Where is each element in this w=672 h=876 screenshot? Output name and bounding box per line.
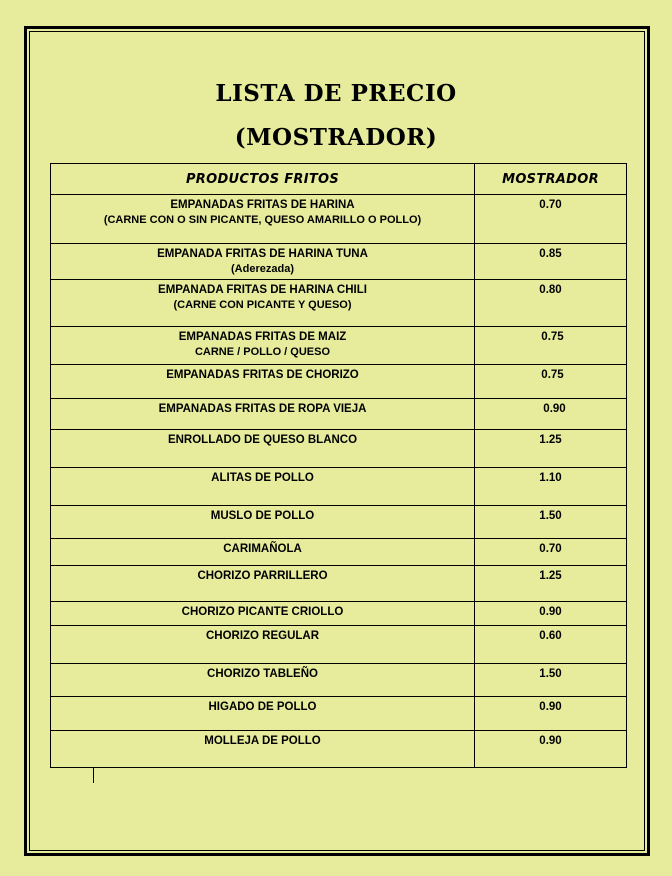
price-cell: 0.75 <box>475 327 627 365</box>
product-cell <box>51 430 475 468</box>
table-header-row <box>51 164 627 195</box>
product-name: EMPANADA FRITAS DE HARINA TUNA <box>157 248 368 260</box>
table-row <box>51 399 627 430</box>
product-name: EMPANADAS FRITAS DE MAIZ <box>178 331 347 343</box>
price-cell: 0.90 <box>475 399 627 430</box>
price-cell: 0.90 <box>475 731 627 768</box>
product-name: MUSLO DE POLLO <box>210 510 315 522</box>
price-table <box>50 163 627 768</box>
product-name: EMPANADAS FRITAS DE CHORIZO <box>166 369 359 381</box>
price-cell: 0.75 <box>475 365 627 399</box>
product-name: ALITAS DE POLLO <box>211 472 314 484</box>
table-row <box>51 365 627 399</box>
table-row <box>51 626 627 664</box>
product-name: CHORIZO REGULAR <box>205 630 320 642</box>
header-price: MOSTRADOR <box>475 164 627 195</box>
table-row <box>51 430 627 468</box>
product-cell <box>51 506 475 539</box>
product-description: (CARNE CON PICANTE Y QUESO) <box>173 299 352 311</box>
price-cell: 0.85 <box>475 244 627 280</box>
price-cell: 0.70 <box>475 195 627 244</box>
table-row <box>51 468 627 506</box>
table-row <box>51 566 627 602</box>
product-name: CHORIZO PARRILLERO <box>197 570 328 582</box>
table-row <box>51 280 627 327</box>
table-row <box>51 195 627 244</box>
product-cell <box>51 399 475 430</box>
product-name: ENROLLADO DE QUESO BLANCO <box>167 434 358 446</box>
product-cell <box>51 195 475 244</box>
price-cell: 0.60 <box>475 626 627 664</box>
table-row <box>51 244 627 280</box>
product-cell <box>51 539 475 566</box>
price-cell: 1.50 <box>475 664 627 697</box>
product-cell <box>51 566 475 602</box>
document-subtitle: (MOSTRADOR) <box>234 124 438 151</box>
price-cell: 1.10 <box>475 468 627 506</box>
price-cell: 0.70 <box>475 539 627 566</box>
product-name: EMPANADA FRITAS DE HARINA CHILI <box>158 284 367 296</box>
table-row <box>51 327 627 365</box>
document-title: LISTA DE PRECIO <box>215 80 457 107</box>
price-cell: 0.80 <box>475 280 627 327</box>
product-name: EMPANADAS FRITAS DE ROPA VIEJA <box>158 403 367 415</box>
table-row <box>51 664 627 697</box>
product-cell <box>51 602 475 626</box>
product-cell <box>51 626 475 664</box>
price-cell: 0.90 <box>475 602 627 626</box>
product-description: CARNE / POLLO / QUESO <box>194 346 331 358</box>
product-description: (Aderezada) <box>231 263 294 275</box>
text-cursor <box>93 768 94 783</box>
product-description: (CARNE CON O SIN PICANTE, QUESO AMARILLO O POLLO) <box>103 214 422 226</box>
price-cell: 1.25 <box>475 430 627 468</box>
product-name: MOLLEJA DE POLLO <box>204 735 321 747</box>
product-name: CHORIZO PICANTE CRIOLLO <box>181 606 344 618</box>
price-cell: 0.90 <box>475 697 627 731</box>
product-cell <box>51 731 475 768</box>
table-row <box>51 731 627 768</box>
product-name: CARIMAÑOLA <box>223 543 302 555</box>
product-name: CHORIZO TABLEÑO <box>207 668 318 680</box>
price-cell: 1.25 <box>475 566 627 602</box>
product-name: EMPANADAS FRITAS DE HARINA <box>170 199 355 211</box>
product-cell <box>51 244 475 280</box>
product-cell <box>51 327 475 365</box>
price-cell: 1.50 <box>475 506 627 539</box>
table-row <box>51 602 627 626</box>
product-cell <box>51 468 475 506</box>
product-cell <box>51 365 475 399</box>
product-name: HIGADO DE POLLO <box>208 701 317 713</box>
table-row <box>51 697 627 731</box>
product-cell <box>51 664 475 697</box>
header-products: PRODUCTOS FRITOS <box>51 164 475 195</box>
table-row <box>51 506 627 539</box>
product-cell <box>51 697 475 731</box>
product-cell <box>51 280 475 327</box>
table-row <box>51 539 627 566</box>
